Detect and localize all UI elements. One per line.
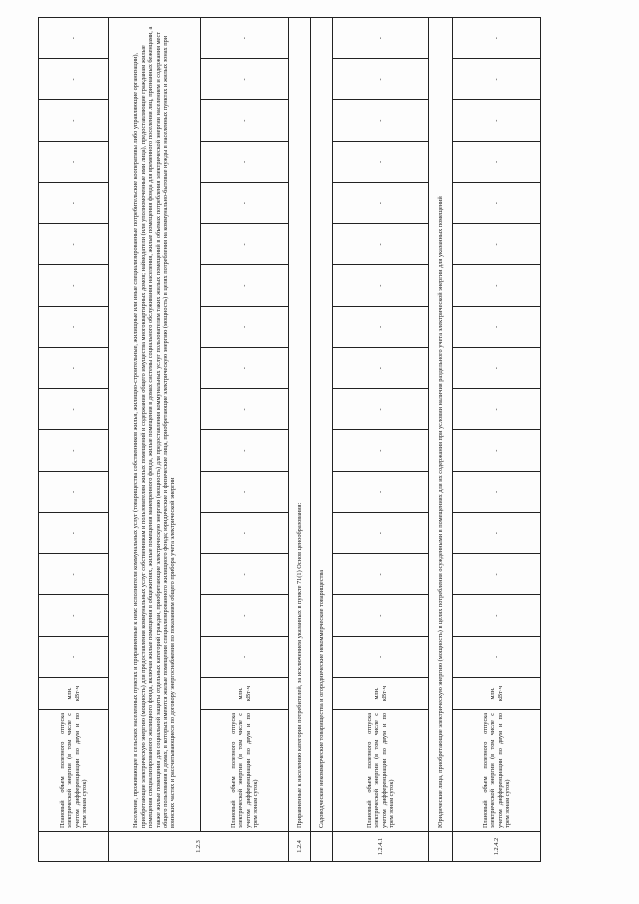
- row-label: Плановый объем полезного отпуска электрической энергии (в том числе с учетом дифференциации по двум и по трем зонам суток): [453, 710, 541, 832]
- table-row: [201, 18, 289, 862]
- value-cell: -: [39, 636, 109, 677]
- table-row: [453, 18, 541, 862]
- value-cell: -: [453, 59, 541, 100]
- section-heading: Садоводческие некоммерческие товарищества и огороднические некоммерческие товарищества: [311, 18, 333, 832]
- value-cell: -: [201, 141, 289, 182]
- value-cell: -: [453, 224, 541, 265]
- value-cell: -: [39, 348, 109, 389]
- value-cell: -: [333, 59, 429, 100]
- value-cell: -: [39, 513, 109, 554]
- value-cell: -: [39, 141, 109, 182]
- row-number: 1.2.4.1: [333, 832, 429, 862]
- value-cell: -: [453, 306, 541, 347]
- row-label: Плановый объем полезного отпуска электрической энергии (в том числе с учетом дифференциации по двум и по трем зонам суток): [333, 710, 429, 832]
- value-cell: -: [333, 100, 429, 141]
- value-cell: -: [453, 471, 541, 512]
- value-cell: -: [453, 141, 541, 182]
- value-cell: -: [201, 265, 289, 306]
- value-cell: -: [201, 430, 289, 471]
- rotated-sheet: [38, 18, 626, 862]
- unit-cell: млн. кВт·ч: [333, 678, 429, 710]
- value-cell: -: [453, 554, 541, 595]
- value-cell: -: [333, 18, 429, 59]
- row-number-empty: [39, 832, 109, 862]
- value-cell: -: [201, 306, 289, 347]
- table-row: [109, 18, 201, 862]
- value-cell: -: [453, 430, 541, 471]
- table-row: [429, 18, 453, 862]
- unit-cell: млн. кВт·ч: [453, 678, 541, 710]
- value-cell: -: [39, 18, 109, 59]
- value-cell: -: [333, 636, 429, 677]
- value-cell: -: [39, 306, 109, 347]
- row-label: Плановый объем полезного отпуска электрической энергии (в том числе с учетом дифференциации по двум и по трем зонам суток): [39, 710, 109, 832]
- row-number: 1.2.3: [109, 832, 289, 862]
- row-number: 1.2.4: [289, 832, 311, 862]
- table-row: [333, 18, 429, 862]
- value-cell: -: [453, 636, 541, 677]
- value-cell: -: [333, 224, 429, 265]
- value-cell: -: [333, 513, 429, 554]
- value-cell: -: [201, 100, 289, 141]
- value-cell: -: [201, 554, 289, 595]
- rotated-table-container: [38, 18, 626, 862]
- value-cell: -: [201, 18, 289, 59]
- section-heading: Население, проживающее в сельских населенных пунктах и приравненные к ним: исполнители коммунальных услуг (товарищества собственников жилья, жилищно-строительные, жилищные или иные специализированные потребительские кооперативы либо управляющие организации), приобретающие электрическую энергию (мощность) для предоставления коммунальных услуг собственникам и пользователям жилых помещений и содержания общего имущества многоквартирных домов; наймодатели (или уполномоченные ими лица), предоставляющие гражданам жилые помещения специализированного жилищного фонда, включая жилые помещения в общежитиях, жилые помещения маневренного фонда, жилые помещения в домах системы социального обслуживания населения, жилые помещения фонда для временного поселения лиц, признанных беженцами, а также жилые помещения для социальной защиты отдельных категорий граждан, приобретающие электрическую энергию (мощность) для предоставления коммунальных услуг пользователям таких жилых помещений в объемах потребления электрической энергии населением и содержания мест общего пользования в домах, в которых имеются жилые помещения специализированного жилищного фонда; юридические и физические лица, приобретающие электрическую энергию (мощность) в целях потребления на коммунально-бытовые нужды в населенных пунктах и жилых зонах при воинских частях и рассчитывающиеся по договору энергоснабжения по показаниям общего прибора учета электрической энергии: [109, 18, 201, 832]
- row-number-empty: [429, 832, 453, 862]
- value-cell: -: [39, 554, 109, 595]
- value-cell: -: [201, 636, 289, 677]
- unit-cell: млн. кВт·ч: [39, 678, 109, 710]
- value-cell: -: [201, 389, 289, 430]
- value-cell: -: [453, 100, 541, 141]
- row-number: 1.2.4.2: [453, 832, 541, 862]
- section-heading: Приравненные к населению категории потребителей, за исключением указанных в пункте 71(1) Основ ценообразования:: [289, 18, 311, 832]
- value-cell: -: [201, 595, 289, 636]
- table-row: [311, 18, 333, 862]
- table-row: [39, 18, 109, 862]
- row-number-empty: [311, 832, 333, 862]
- value-cell: -: [201, 224, 289, 265]
- value-cell: -: [333, 306, 429, 347]
- value-cell: -: [453, 183, 541, 224]
- value-cell: -: [333, 141, 429, 182]
- value-cell: -: [453, 265, 541, 306]
- value-cell: -: [39, 471, 109, 512]
- value-cell: -: [39, 430, 109, 471]
- value-cell: -: [333, 389, 429, 430]
- value-cell: -: [201, 513, 289, 554]
- value-cell: -: [333, 471, 429, 512]
- value-cell: -: [333, 265, 429, 306]
- value-cell: -: [201, 348, 289, 389]
- value-cell: -: [453, 18, 541, 59]
- value-cell: -: [333, 348, 429, 389]
- value-cell: -: [39, 224, 109, 265]
- unit-cell: млн. кВт·ч: [201, 678, 289, 710]
- value-cell: -: [39, 389, 109, 430]
- table-row: [289, 18, 311, 862]
- value-cell: -: [333, 183, 429, 224]
- section-heading: Юридические лица, приобретающие электрическую энергию (мощность) в целях потребления осужденными в помещениях для их содержания при условии наличия раздельного учета электрической энергии для указанных помещений: [429, 18, 453, 832]
- value-cell: -: [333, 430, 429, 471]
- value-cell: -: [201, 471, 289, 512]
- value-cell: -: [39, 183, 109, 224]
- value-cell: -: [333, 554, 429, 595]
- row-label: Плановый объем полезного отпуска электрической энергии (в том числе с учетом дифференциации по двум и по трем зонам суток): [201, 710, 289, 832]
- value-cell: -: [453, 389, 541, 430]
- value-cell: -: [201, 183, 289, 224]
- value-cell: -: [39, 265, 109, 306]
- value-cell: -: [201, 59, 289, 100]
- value-cell: -: [39, 595, 109, 636]
- value-cell: -: [333, 595, 429, 636]
- value-cell: -: [453, 595, 541, 636]
- tariff-table: [38, 17, 541, 862]
- value-cell: -: [39, 59, 109, 100]
- value-cell: -: [453, 513, 541, 554]
- value-cell: -: [39, 100, 109, 141]
- value-cell: -: [453, 348, 541, 389]
